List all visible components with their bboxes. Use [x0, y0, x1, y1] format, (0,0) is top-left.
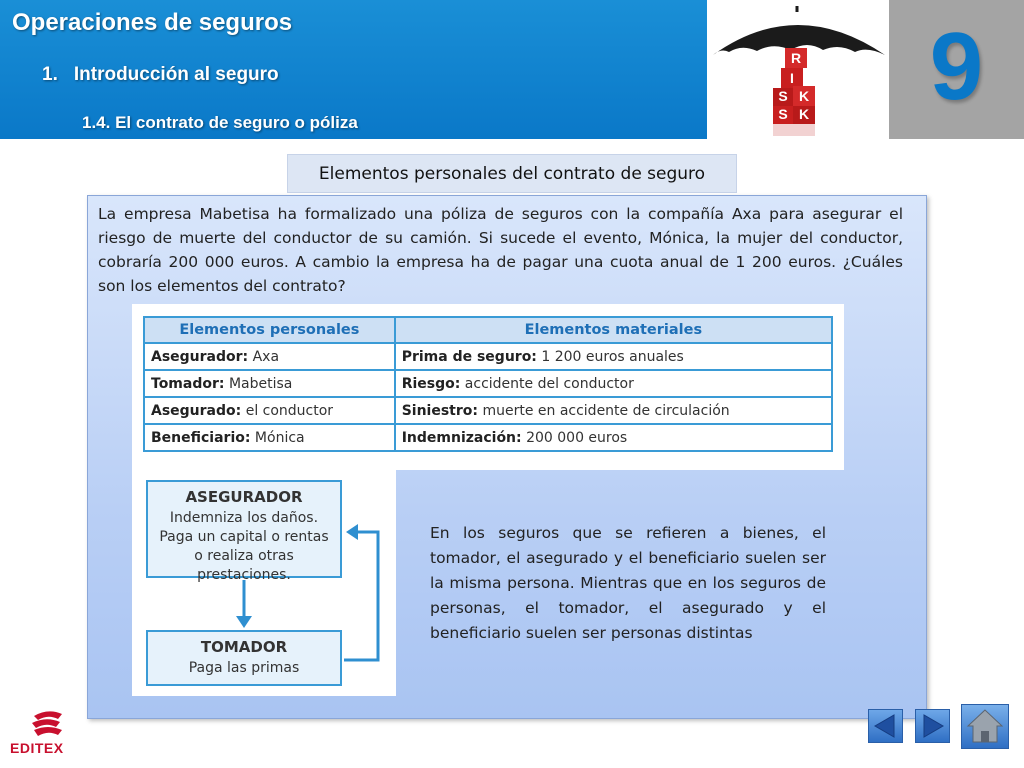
left-arrow-icon — [346, 524, 358, 540]
cell-key: Indemnización: — [401, 429, 522, 446]
table-row — [144, 424, 832, 451]
home-button[interactable] — [961, 704, 1009, 749]
subsection-heading: 1.4. El contrato de seguro o póliza — [82, 113, 358, 132]
cell-value: muerte en accidente de circulación — [478, 402, 730, 419]
cell-value: 200 000 euros — [521, 429, 628, 446]
cell-key: Asegurado: — [151, 402, 242, 419]
policyholder-box — [146, 630, 342, 686]
cell-key: Riesgo: — [401, 375, 461, 392]
table-row — [144, 343, 832, 370]
cell-value: Axa — [248, 348, 280, 365]
cube-letter: S — [778, 106, 788, 122]
section-heading — [42, 64, 279, 86]
table-cell — [144, 397, 395, 424]
editex-logo — [10, 710, 80, 760]
table-row — [144, 370, 832, 397]
editex-logo-text: EDITEX — [10, 740, 64, 756]
home-icon — [962, 705, 1008, 748]
cell-value: 1 200 euros anuales — [536, 348, 684, 365]
table-row — [144, 397, 832, 424]
cell-key: Prima de seguro: — [401, 348, 537, 365]
insurer-line: Indemniza los daños. — [169, 510, 319, 526]
previous-button[interactable] — [868, 709, 903, 743]
elements-table — [143, 316, 833, 452]
next-button[interactable] — [915, 709, 950, 743]
table-cell — [144, 343, 395, 370]
cell-key: Siniestro: — [401, 402, 478, 419]
cell-key: Tomador: — [151, 375, 225, 392]
cube-letter: S — [778, 88, 788, 104]
table-cell — [395, 370, 832, 397]
table-cell — [395, 397, 832, 424]
risk-umbrella-image — [707, 0, 889, 139]
table-cell — [395, 343, 832, 370]
cell-value: Mabetisa — [224, 375, 293, 392]
table-cell — [144, 370, 395, 397]
insurer-box — [146, 480, 342, 583]
intro-paragraph: La empresa Mabetisa ha formalizado una póliza de seguros con la compañía Axa para asegurar el riesgo de muerte del conductor de su camión. Si sucede el evento, Mónica, la mujer del conductor, cobraría 200 000 euros. A cambio la empresa ha de pagar una cuota anual de 1 200 euros. ¿Cuáles son los elementos del contrato? — [98, 205, 903, 295]
cell-value: Mónica — [250, 429, 305, 446]
cell-key: Asegurador: — [151, 348, 249, 365]
insurer-line: Paga un capital o rentas — [159, 529, 329, 545]
policyholder-title: TOMADOR — [200, 638, 288, 656]
chapter-number-panel — [889, 0, 1024, 139]
table-cell — [144, 424, 395, 451]
table-header-row — [144, 317, 832, 343]
elements-table-container — [132, 304, 844, 470]
cube-letter: I — [790, 70, 794, 86]
table-cell — [395, 424, 832, 451]
column-header: Elementos personales — [144, 317, 395, 343]
editex-logo-icon — [28, 710, 68, 738]
content-subtitle: Elementos personales del contrato de seguro — [287, 154, 737, 193]
cell-value: accidente del conductor — [460, 375, 634, 392]
section-number: 1. — [42, 64, 58, 85]
flow-diagram — [132, 470, 396, 696]
policyholder-line: Paga las primas — [188, 660, 300, 676]
triangle-right-icon — [916, 710, 949, 742]
cube-letter: K — [798, 106, 810, 122]
umbrella-icon — [707, 0, 889, 139]
insurer-title: ASEGURADOR — [185, 488, 303, 506]
column-header: Elementos materiales — [395, 317, 832, 343]
cell-key: Beneficiario: — [151, 429, 251, 446]
down-arrow-icon — [236, 616, 252, 628]
cube-letter: R — [790, 50, 802, 66]
cube-letter: K — [798, 88, 810, 104]
section-title: Introducción al seguro — [73, 64, 279, 85]
triangle-left-icon — [869, 710, 902, 742]
return-arrow-line — [344, 532, 378, 660]
header-bar — [0, 0, 707, 139]
content-panel — [87, 195, 927, 719]
insurer-line: o realiza otras prestaciones. — [194, 548, 294, 583]
cell-value: el conductor — [241, 402, 334, 419]
page-title: Operaciones de seguros — [12, 9, 293, 36]
explanation-paragraph: En los seguros que se refieren a bienes, el tomador, el asegurado y el beneficiario suelen ser la misma persona. Mientras que en los seguros de personas, el tomador, el asegurado y el beneficiario suelen ser personas distintas — [430, 524, 826, 642]
chapter-number: 9 — [929, 12, 984, 120]
